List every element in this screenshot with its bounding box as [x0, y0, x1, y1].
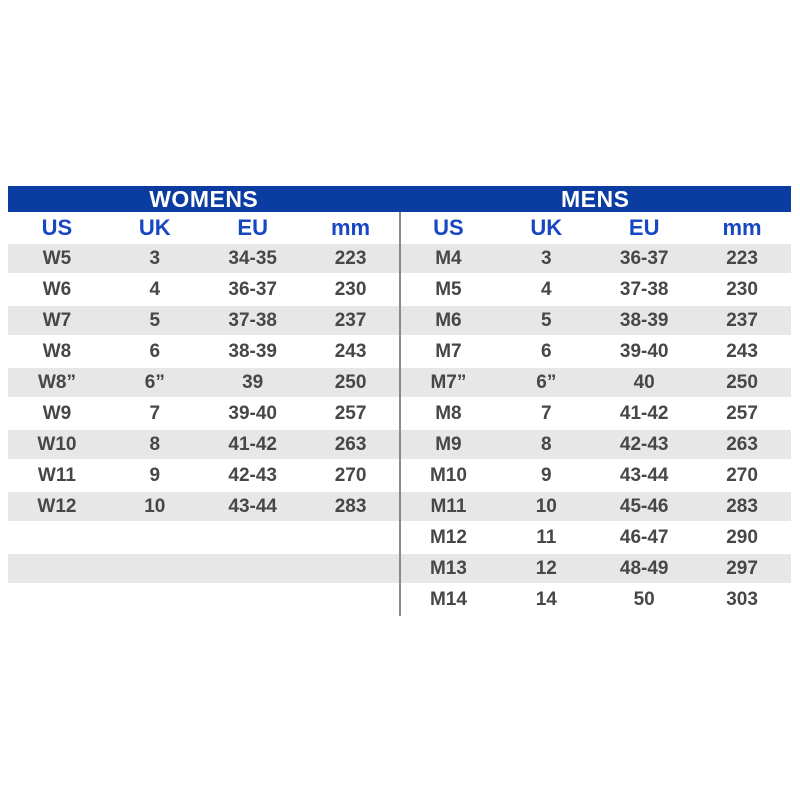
table-row — [400, 554, 792, 583]
size-cell: 230 — [726, 279, 758, 300]
size-cell — [204, 585, 302, 614]
table-row — [8, 399, 400, 428]
size-cell: 243 — [726, 341, 758, 362]
size-cell: M14 — [429, 589, 467, 610]
size-cell: 8 — [541, 434, 552, 455]
size-cell — [302, 585, 400, 614]
size-cell: M11 — [430, 496, 467, 517]
size-cell: 42-43 — [228, 465, 277, 486]
size-cell: 230 — [334, 279, 367, 300]
size-cell: 263 — [726, 434, 758, 455]
size-cell: M6 — [435, 310, 462, 331]
size-cell: 45-46 — [619, 496, 669, 517]
womens-table — [8, 212, 400, 616]
table-row — [400, 275, 792, 304]
size-cell — [302, 554, 400, 583]
size-cell: 6 — [541, 341, 552, 362]
column-header-us: US — [41, 215, 73, 240]
mens-column-header-row — [400, 212, 792, 244]
size-cell: 263 — [334, 434, 367, 455]
size-cell: W10 — [37, 434, 77, 455]
size-cell: W6 — [42, 279, 72, 300]
size-cell: 50 — [633, 589, 655, 610]
size-cell: M7” — [430, 372, 467, 393]
size-cell: 270 — [726, 465, 758, 486]
table-row — [8, 306, 400, 335]
womens-section-title: WOMENS — [149, 186, 259, 212]
column-header-eu: EU — [237, 215, 268, 240]
size-cell: 38-39 — [619, 310, 669, 331]
size-cell: 3 — [541, 248, 552, 269]
size-cell: W12 — [37, 496, 77, 517]
size-cell: 7 — [541, 403, 552, 424]
table-row — [400, 585, 792, 614]
size-cell: 43-44 — [228, 496, 277, 517]
size-cell: M4 — [435, 248, 462, 269]
column-header-uk: UK — [138, 215, 171, 240]
size-cell: 6” — [536, 372, 557, 393]
size-cell — [8, 523, 106, 552]
size-cell — [204, 523, 302, 552]
size-cell: 237 — [726, 310, 758, 331]
mens-rows — [400, 244, 792, 614]
size-cell: 6” — [144, 372, 165, 393]
size-cell: 12 — [535, 558, 557, 579]
size-cell: 40 — [633, 372, 655, 393]
size-cell: W11 — [37, 465, 76, 486]
table-row — [400, 523, 792, 552]
size-cell: 43-44 — [619, 465, 669, 486]
size-cell: 11 — [536, 527, 557, 548]
size-cell: 290 — [726, 527, 758, 548]
size-cell: 297 — [726, 558, 758, 579]
table-row — [8, 244, 400, 273]
chart-body — [8, 212, 791, 616]
size-cell: 4 — [149, 279, 161, 300]
size-cell: M10 — [429, 465, 467, 486]
size-cell: 48-49 — [619, 558, 669, 579]
column-header-eu: EU — [628, 215, 660, 240]
mens-table — [400, 212, 792, 616]
size-cell: 3 — [149, 248, 161, 269]
column-header-mm: mm — [722, 215, 762, 240]
column-header-uk: UK — [530, 215, 563, 240]
section-divider — [399, 212, 401, 616]
size-cell: 5 — [149, 310, 161, 331]
size-cell: 257 — [726, 403, 758, 424]
womens-rows — [8, 244, 400, 614]
size-cell: M5 — [435, 279, 462, 300]
size-cell: 34-35 — [228, 248, 277, 269]
table-row — [8, 337, 400, 366]
size-cell: 37-38 — [228, 310, 277, 331]
size-cell: 41-42 — [228, 434, 277, 455]
size-cell: 237 — [334, 310, 367, 331]
table-row — [8, 275, 400, 304]
size-cell: 38-39 — [228, 341, 277, 362]
size-cell: 9 — [541, 465, 552, 486]
size-cell: 283 — [334, 496, 367, 517]
table-row — [8, 554, 400, 583]
size-cell: 36-37 — [228, 279, 277, 300]
size-cell: 39 — [242, 372, 264, 393]
column-header-mm: mm — [331, 215, 371, 240]
size-cell: M12 — [429, 527, 467, 548]
table-row — [8, 461, 400, 490]
size-cell: W8 — [42, 341, 72, 362]
size-cell: M9 — [435, 434, 462, 455]
womens-column-header-row — [8, 212, 400, 244]
size-cell: 250 — [334, 372, 367, 393]
size-cell: 46-47 — [619, 527, 669, 548]
size-cell — [106, 585, 204, 614]
table-row — [8, 430, 400, 459]
size-cell: 250 — [726, 372, 758, 393]
size-cell: W5 — [42, 248, 72, 269]
size-cell: 39-40 — [619, 341, 669, 362]
chart-title-bar — [8, 186, 791, 212]
size-conversion-chart — [8, 186, 791, 616]
size-cell: M8 — [435, 403, 462, 424]
size-cell: 270 — [334, 465, 367, 486]
table-row — [400, 244, 792, 273]
size-cell: 223 — [726, 248, 758, 269]
table-row — [400, 368, 792, 397]
size-cell: 5 — [541, 310, 552, 331]
size-cell: 14 — [535, 589, 557, 610]
size-cell — [106, 554, 204, 583]
table-row — [400, 337, 792, 366]
table-row — [8, 492, 400, 521]
size-cell: 257 — [334, 403, 367, 424]
size-cell: 41-42 — [619, 403, 669, 424]
size-cell: 36-37 — [619, 248, 669, 269]
size-cell: 223 — [334, 248, 367, 269]
mens-section-title: MENS — [561, 186, 630, 212]
size-cell: M13 — [429, 558, 467, 579]
size-cell: 37-38 — [619, 279, 669, 300]
table-row — [400, 306, 792, 335]
size-cell — [204, 554, 302, 583]
size-cell: 6 — [149, 341, 161, 362]
size-cell — [8, 585, 106, 614]
size-cell: W8” — [37, 372, 76, 393]
size-cell: 7 — [149, 403, 161, 424]
size-cell: 303 — [726, 589, 758, 610]
size-cell: 39-40 — [228, 403, 277, 424]
size-cell: 243 — [334, 341, 367, 362]
size-cell — [302, 523, 400, 552]
table-row — [400, 461, 792, 490]
table-row — [400, 492, 792, 521]
size-cell: W9 — [42, 403, 72, 424]
size-cell: 10 — [535, 496, 557, 517]
table-row — [400, 399, 792, 428]
table-row — [8, 523, 400, 552]
table-row — [8, 368, 400, 397]
size-cell: 42-43 — [619, 434, 669, 455]
size-cell: 10 — [144, 496, 166, 517]
size-cell: 283 — [726, 496, 758, 517]
size-cell: M7 — [435, 341, 462, 362]
table-row — [8, 585, 400, 614]
column-header-us: US — [433, 215, 464, 240]
size-cell: 8 — [149, 434, 161, 455]
table-row — [400, 430, 792, 459]
size-cell: W7 — [42, 310, 72, 331]
size-cell: 4 — [541, 279, 552, 300]
size-cell: 9 — [149, 465, 161, 486]
size-cell — [106, 523, 204, 552]
size-cell — [8, 554, 106, 583]
